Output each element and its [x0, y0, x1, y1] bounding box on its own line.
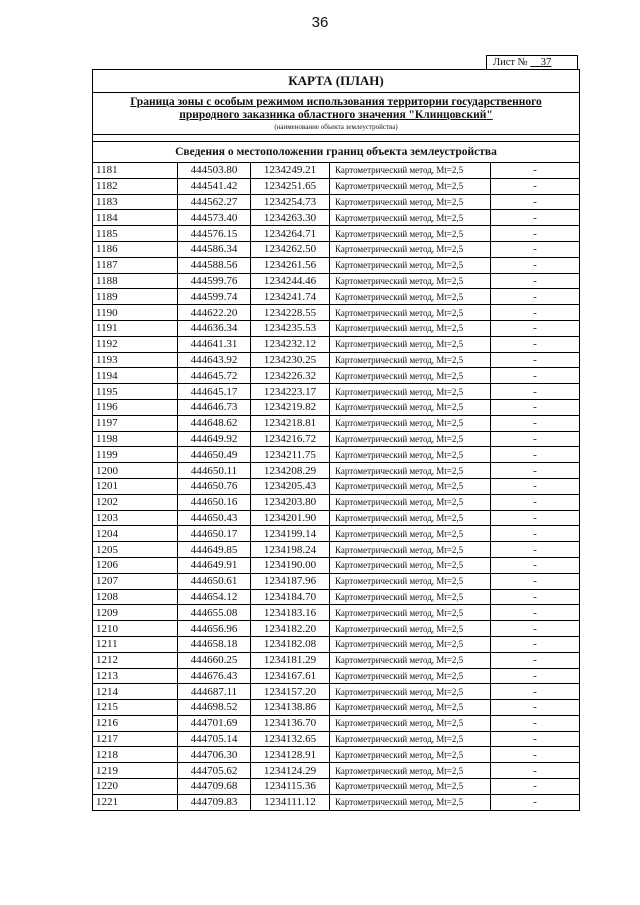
note-cell: - [491, 731, 580, 747]
table-row [93, 431, 579, 447]
x-coordinate-cell: 444622.20 [178, 305, 251, 321]
table-row [93, 573, 579, 589]
point-number-cell: 1189 [93, 289, 178, 305]
y-coordinate-cell: 1234187.96 [251, 573, 330, 589]
page-number: 36 [311, 14, 329, 31]
table-row [93, 763, 579, 779]
zone-title-line-2: природного заказника областного значения "Клинцовский" [179, 109, 493, 121]
x-coordinate-cell: 444650.43 [178, 510, 251, 526]
note-cell: - [491, 210, 580, 226]
table-row [93, 747, 579, 763]
x-coordinate-cell: 444641.31 [178, 336, 251, 352]
y-coordinate-cell: 1234128.91 [251, 747, 330, 763]
note-cell: - [491, 747, 580, 763]
method-cell: Картометрический метод, Mt=2,5 [330, 700, 491, 716]
zone-title-line-1: Граница зоны с особым режимом использования территории государственного [130, 96, 542, 108]
note-cell: - [491, 336, 580, 352]
note-cell: - [491, 794, 580, 810]
note-cell: - [491, 257, 580, 273]
note-cell: - [491, 684, 580, 700]
point-number-cell: 1192 [93, 336, 178, 352]
method-cell: Картометрический метод, Mt=2,5 [330, 573, 491, 589]
point-number-cell: 1182 [93, 178, 178, 194]
point-number-cell: 1185 [93, 226, 178, 242]
table-row [93, 652, 579, 668]
y-coordinate-cell: 1234183.16 [251, 605, 330, 621]
table-row [93, 210, 579, 226]
note-cell: - [491, 557, 580, 573]
y-coordinate-cell: 1234132.65 [251, 731, 330, 747]
note-cell: - [491, 652, 580, 668]
method-cell: Картометрический метод, Mt=2,5 [330, 463, 491, 479]
point-number-cell: 1215 [93, 700, 178, 716]
method-cell: Картометрический метод, Mt=2,5 [330, 715, 491, 731]
note-cell: - [491, 779, 580, 795]
x-coordinate-cell: 444709.83 [178, 794, 251, 810]
point-number-cell: 1204 [93, 526, 178, 542]
divider [93, 134, 579, 141]
note-cell: - [491, 415, 580, 431]
table-row [93, 384, 579, 400]
y-coordinate-cell: 1234181.29 [251, 652, 330, 668]
point-number-cell: 1209 [93, 605, 178, 621]
method-cell: Картометрический метод, Mt=2,5 [330, 779, 491, 795]
note-cell: - [491, 368, 580, 384]
x-coordinate-cell: 444660.25 [178, 652, 251, 668]
point-number-cell: 1200 [93, 463, 178, 479]
note-cell: - [491, 163, 580, 178]
y-coordinate-cell: 1234223.17 [251, 384, 330, 400]
table-row [93, 542, 579, 558]
point-number-cell: 1205 [93, 542, 178, 558]
point-number-cell: 1194 [93, 368, 178, 384]
note-cell: - [491, 226, 580, 242]
object-caption: (наименование объекта землеустройства) [274, 123, 398, 131]
point-number-cell: 1203 [93, 510, 178, 526]
note-cell: - [491, 605, 580, 621]
y-coordinate-cell: 1234230.25 [251, 352, 330, 368]
y-coordinate-cell: 1234244.46 [251, 273, 330, 289]
x-coordinate-cell: 444650.11 [178, 463, 251, 479]
x-coordinate-cell: 444636.34 [178, 320, 251, 336]
note-cell: - [491, 289, 580, 305]
method-cell: Картометрический метод, Mt=2,5 [330, 368, 491, 384]
x-coordinate-cell: 444705.62 [178, 763, 251, 779]
point-number-cell: 1221 [93, 794, 178, 810]
x-coordinate-cell: 444650.76 [178, 478, 251, 494]
note-cell: - [491, 763, 580, 779]
point-number-cell: 1199 [93, 447, 178, 463]
note-cell: - [491, 621, 580, 637]
y-coordinate-cell: 1234254.73 [251, 194, 330, 210]
point-number-cell: 1188 [93, 273, 178, 289]
y-coordinate-cell: 1234190.00 [251, 557, 330, 573]
x-coordinate-cell: 444643.92 [178, 352, 251, 368]
table-row [93, 257, 579, 273]
y-coordinate-cell: 1234218.81 [251, 415, 330, 431]
method-cell: Картометрический метод, Mt=2,5 [330, 336, 491, 352]
note-cell: - [491, 241, 580, 257]
note-cell: - [491, 399, 580, 415]
point-number-cell: 1212 [93, 652, 178, 668]
method-cell: Картометрический метод, Mt=2,5 [330, 210, 491, 226]
table-row [93, 368, 579, 384]
point-number-cell: 1183 [93, 194, 178, 210]
table-row [93, 226, 579, 242]
y-coordinate-cell: 1234203.80 [251, 494, 330, 510]
method-cell: Картометрический метод, Mt=2,5 [330, 494, 491, 510]
x-coordinate-cell: 444676.43 [178, 668, 251, 684]
y-coordinate-cell: 1234205.43 [251, 478, 330, 494]
note-cell: - [491, 478, 580, 494]
table-row [93, 305, 579, 321]
point-number-cell: 1193 [93, 352, 178, 368]
x-coordinate-cell: 444646.73 [178, 399, 251, 415]
method-cell: Картометрический метод, Mt=2,5 [330, 415, 491, 431]
x-coordinate-cell: 444649.85 [178, 542, 251, 558]
note-cell: - [491, 431, 580, 447]
note-cell: - [491, 273, 580, 289]
method-cell: Картометрический метод, Mt=2,5 [330, 305, 491, 321]
note-cell: - [491, 320, 580, 336]
table-row [93, 163, 579, 178]
method-cell: Картометрический метод, Mt=2,5 [330, 763, 491, 779]
point-number-cell: 1216 [93, 715, 178, 731]
note-cell: - [491, 463, 580, 479]
point-number-cell: 1207 [93, 573, 178, 589]
y-coordinate-cell: 1234157.20 [251, 684, 330, 700]
note-cell: - [491, 494, 580, 510]
x-coordinate-cell: 444705.14 [178, 731, 251, 747]
table-row [93, 494, 579, 510]
note-cell: - [491, 573, 580, 589]
x-coordinate-cell: 444648.62 [178, 415, 251, 431]
note-cell: - [491, 589, 580, 605]
x-coordinate-cell: 444656.96 [178, 621, 251, 637]
note-cell: - [491, 542, 580, 558]
section-title: Сведения о местоположении границ объекта землеустройства [93, 141, 579, 163]
method-cell: Картометрический метод, Mt=2,5 [330, 557, 491, 573]
point-number-cell: 1220 [93, 779, 178, 795]
table-row [93, 510, 579, 526]
table-row [93, 589, 579, 605]
point-number-cell: 1217 [93, 731, 178, 747]
x-coordinate-cell: 444654.12 [178, 589, 251, 605]
method-cell: Картометрический метод, Mt=2,5 [330, 163, 491, 178]
document-frame [92, 69, 580, 811]
y-coordinate-cell: 1234115.36 [251, 779, 330, 795]
table-row [93, 178, 579, 194]
x-coordinate-cell: 444701.69 [178, 715, 251, 731]
y-coordinate-cell: 1234201.90 [251, 510, 330, 526]
method-cell: Картометрический метод, Mt=2,5 [330, 510, 491, 526]
table-row [93, 700, 579, 716]
method-cell: Картометрический метод, Mt=2,5 [330, 352, 491, 368]
method-cell: Картометрический метод, Mt=2,5 [330, 431, 491, 447]
method-cell: Картометрический метод, Mt=2,5 [330, 289, 491, 305]
table-row [93, 241, 579, 257]
zone-title [93, 93, 579, 122]
table-row [93, 526, 579, 542]
method-cell: Картометрический метод, Mt=2,5 [330, 241, 491, 257]
note-cell: - [491, 447, 580, 463]
table-row [93, 557, 579, 573]
y-coordinate-cell: 1234136.70 [251, 715, 330, 731]
y-coordinate-cell: 1234138.86 [251, 700, 330, 716]
y-coordinate-cell: 1234111.12 [251, 794, 330, 810]
note-cell: - [491, 510, 580, 526]
document-title: КАРТА (ПЛАН) [93, 70, 579, 93]
x-coordinate-cell: 444562.27 [178, 194, 251, 210]
point-number-cell: 1197 [93, 415, 178, 431]
table-row [93, 621, 579, 637]
x-coordinate-cell: 444586.34 [178, 241, 251, 257]
method-cell: Картометрический метод, Mt=2,5 [330, 226, 491, 242]
table-row [93, 684, 579, 700]
note-cell: - [491, 194, 580, 210]
method-cell: Картометрический метод, Mt=2,5 [330, 542, 491, 558]
x-coordinate-cell: 444706.30 [178, 747, 251, 763]
method-cell: Картометрический метод, Mt=2,5 [330, 447, 491, 463]
method-cell: Картометрический метод, Mt=2,5 [330, 320, 491, 336]
table-row [93, 447, 579, 463]
point-number-cell: 1181 [93, 163, 178, 178]
method-cell: Картометрический метод, Mt=2,5 [330, 399, 491, 415]
x-coordinate-cell: 444650.17 [178, 526, 251, 542]
y-coordinate-cell: 1234198.24 [251, 542, 330, 558]
note-cell: - [491, 305, 580, 321]
y-coordinate-cell: 1234232.12 [251, 336, 330, 352]
method-cell: Картометрический метод, Mt=2,5 [330, 478, 491, 494]
table-row [93, 605, 579, 621]
table-row [93, 636, 579, 652]
x-coordinate-cell: 444709.68 [178, 779, 251, 795]
method-cell: Картометрический метод, Mt=2,5 [330, 747, 491, 763]
point-number-cell: 1195 [93, 384, 178, 400]
point-number-cell: 1214 [93, 684, 178, 700]
point-number-cell: 1201 [93, 478, 178, 494]
table-row [93, 715, 579, 731]
y-coordinate-cell: 1234263.30 [251, 210, 330, 226]
x-coordinate-cell: 444649.92 [178, 431, 251, 447]
x-coordinate-cell: 444655.08 [178, 605, 251, 621]
note-cell: - [491, 636, 580, 652]
point-number-cell: 1211 [93, 636, 178, 652]
coordinates-table [93, 163, 579, 811]
sheet-number: __37 [530, 57, 552, 68]
y-coordinate-cell: 1234228.55 [251, 305, 330, 321]
y-coordinate-cell: 1234264.71 [251, 226, 330, 242]
x-coordinate-cell: 444649.91 [178, 557, 251, 573]
point-number-cell: 1202 [93, 494, 178, 510]
point-number-cell: 1219 [93, 763, 178, 779]
point-number-cell: 1210 [93, 621, 178, 637]
point-number-cell: 1191 [93, 320, 178, 336]
y-coordinate-cell: 1234124.29 [251, 763, 330, 779]
x-coordinate-cell: 444503.80 [178, 163, 251, 178]
point-number-cell: 1218 [93, 747, 178, 763]
method-cell: Картометрический метод, Mt=2,5 [330, 194, 491, 210]
x-coordinate-cell: 444599.76 [178, 273, 251, 289]
table-row [93, 415, 579, 431]
y-coordinate-cell: 1234262.50 [251, 241, 330, 257]
y-coordinate-cell: 1234235.53 [251, 320, 330, 336]
y-coordinate-cell: 1234211.75 [251, 447, 330, 463]
method-cell: Картометрический метод, Mt=2,5 [330, 589, 491, 605]
method-cell: Картометрический метод, Mt=2,5 [330, 652, 491, 668]
sheet-number-box [486, 55, 578, 69]
method-cell: Картометрический метод, Mt=2,5 [330, 794, 491, 810]
method-cell: Картометрический метод, Mt=2,5 [330, 257, 491, 273]
method-cell: Картометрический метод, Mt=2,5 [330, 636, 491, 652]
table-row [93, 289, 579, 305]
point-number-cell: 1186 [93, 241, 178, 257]
y-coordinate-cell: 1234182.08 [251, 636, 330, 652]
y-coordinate-cell: 1234182.20 [251, 621, 330, 637]
x-coordinate-cell: 444658.18 [178, 636, 251, 652]
note-cell: - [491, 700, 580, 716]
y-coordinate-cell: 1234216.72 [251, 431, 330, 447]
sheet-label: Лист № [493, 57, 528, 68]
point-number-cell: 1196 [93, 399, 178, 415]
method-cell: Картометрический метод, Mt=2,5 [330, 178, 491, 194]
note-cell: - [491, 715, 580, 731]
table-row [93, 399, 579, 415]
method-cell: Картометрический метод, Mt=2,5 [330, 605, 491, 621]
method-cell: Картометрический метод, Mt=2,5 [330, 684, 491, 700]
point-number-cell: 1184 [93, 210, 178, 226]
y-coordinate-cell: 1234167.61 [251, 668, 330, 684]
x-coordinate-cell: 444573.40 [178, 210, 251, 226]
x-coordinate-cell: 444698.52 [178, 700, 251, 716]
y-coordinate-cell: 1234219.82 [251, 399, 330, 415]
y-coordinate-cell: 1234199.14 [251, 526, 330, 542]
method-cell: Картометрический метод, Mt=2,5 [330, 384, 491, 400]
x-coordinate-cell: 444541.42 [178, 178, 251, 194]
note-cell: - [491, 526, 580, 542]
x-coordinate-cell: 444650.61 [178, 573, 251, 589]
table-row [93, 794, 579, 810]
table-row [93, 336, 579, 352]
y-coordinate-cell: 1234249.21 [251, 163, 330, 178]
table-row [93, 779, 579, 795]
method-cell: Картометрический метод, Mt=2,5 [330, 526, 491, 542]
point-number-cell: 1213 [93, 668, 178, 684]
note-cell: - [491, 352, 580, 368]
x-coordinate-cell: 444650.16 [178, 494, 251, 510]
y-coordinate-cell: 1234261.56 [251, 257, 330, 273]
table-row [93, 478, 579, 494]
y-coordinate-cell: 1234226.32 [251, 368, 330, 384]
y-coordinate-cell: 1234241.74 [251, 289, 330, 305]
y-coordinate-cell: 1234208.29 [251, 463, 330, 479]
x-coordinate-cell: 444650.49 [178, 447, 251, 463]
table-row [93, 273, 579, 289]
note-cell: - [491, 384, 580, 400]
point-number-cell: 1208 [93, 589, 178, 605]
x-coordinate-cell: 444599.74 [178, 289, 251, 305]
table-row [93, 668, 579, 684]
table-row [93, 352, 579, 368]
note-cell: - [491, 178, 580, 194]
x-coordinate-cell: 444645.17 [178, 384, 251, 400]
point-number-cell: 1206 [93, 557, 178, 573]
note-cell: - [491, 668, 580, 684]
method-cell: Картометрический метод, Mt=2,5 [330, 731, 491, 747]
table-row [93, 320, 579, 336]
method-cell: Картометрический метод, Mt=2,5 [330, 668, 491, 684]
x-coordinate-cell: 444645.72 [178, 368, 251, 384]
table-row [93, 463, 579, 479]
y-coordinate-cell: 1234184.70 [251, 589, 330, 605]
point-number-cell: 1187 [93, 257, 178, 273]
point-number-cell: 1198 [93, 431, 178, 447]
x-coordinate-cell: 444687.11 [178, 684, 251, 700]
table-row [93, 731, 579, 747]
method-cell: Картометрический метод, Mt=2,5 [330, 621, 491, 637]
y-coordinate-cell: 1234251.65 [251, 178, 330, 194]
x-coordinate-cell: 444576.15 [178, 226, 251, 242]
table-row [93, 194, 579, 210]
method-cell: Картометрический метод, Mt=2,5 [330, 273, 491, 289]
point-number-cell: 1190 [93, 305, 178, 321]
x-coordinate-cell: 444588.56 [178, 257, 251, 273]
